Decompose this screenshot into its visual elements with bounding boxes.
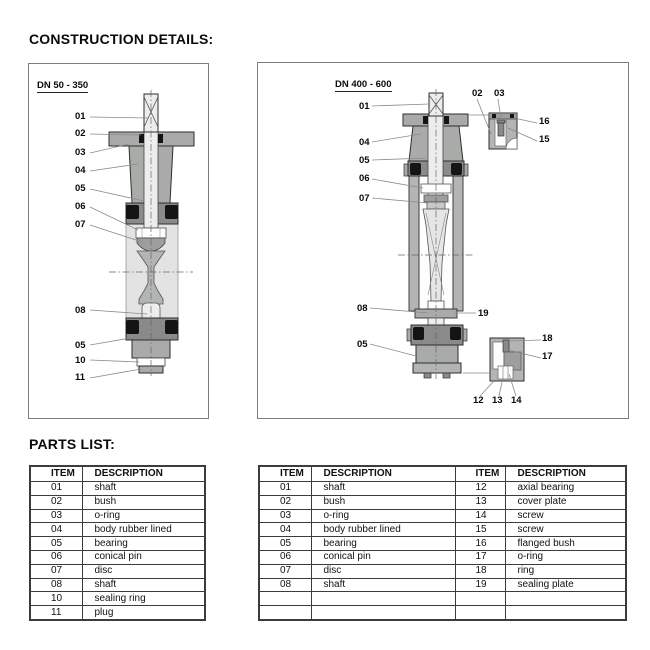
item-cell: 07 bbox=[30, 564, 82, 578]
callout-label-right-16: 16 bbox=[539, 116, 550, 127]
description-cell bbox=[505, 592, 626, 606]
column-header-item: ITEM bbox=[259, 466, 311, 482]
table-row bbox=[30, 550, 205, 564]
description-cell: body rubber lined bbox=[311, 523, 455, 537]
callout-label-right-06: 06 bbox=[359, 173, 370, 184]
callout-label-left-01: 01 bbox=[75, 111, 86, 122]
item-cell: 02 bbox=[30, 495, 82, 509]
callout-label-right-18: 18 bbox=[542, 333, 553, 344]
item-cell: 06 bbox=[259, 550, 311, 564]
callout-label-right-05: 05 bbox=[357, 339, 368, 350]
description-cell: axial bearing bbox=[505, 482, 626, 496]
table-header-row bbox=[30, 466, 205, 482]
table-row bbox=[30, 509, 205, 523]
description-cell: sealing ring bbox=[82, 592, 205, 606]
description-cell: plug bbox=[82, 606, 205, 620]
description-cell: o-ring bbox=[505, 550, 626, 564]
bolt bbox=[443, 373, 450, 378]
description-cell: o-ring bbox=[311, 509, 455, 523]
callout-label-left-08: 08 bbox=[75, 305, 86, 316]
item-cell: 17 bbox=[455, 550, 505, 564]
callout-label-right-03: 03 bbox=[494, 88, 505, 99]
description-cell: disc bbox=[82, 564, 205, 578]
table-header-row bbox=[259, 466, 626, 482]
description-cell: ring bbox=[505, 564, 626, 578]
callout-label-left-10: 10 bbox=[75, 355, 86, 366]
parts-table-dn50-350 bbox=[29, 465, 206, 621]
callout-label-right-07: 07 bbox=[359, 193, 370, 204]
body-wall-right bbox=[453, 176, 463, 311]
description-cell bbox=[311, 606, 455, 620]
item-cell: 03 bbox=[259, 509, 311, 523]
description-cell: screw bbox=[505, 523, 626, 537]
description-cell: screw bbox=[505, 509, 626, 523]
description-cell bbox=[505, 606, 626, 620]
dn-range-label-left: DN 50 - 350 bbox=[37, 80, 89, 91]
description-cell: shaft bbox=[311, 482, 455, 496]
bolt bbox=[424, 373, 431, 378]
column-header-description: DESCRIPTION bbox=[82, 466, 205, 482]
item-cell bbox=[259, 592, 311, 606]
top-shaft-detail-box bbox=[489, 113, 517, 149]
description-cell: bush bbox=[82, 495, 205, 509]
lower-seal-boss bbox=[407, 325, 467, 345]
callout-label-left-04: 04 bbox=[75, 165, 86, 176]
table-row bbox=[259, 495, 626, 509]
parts-list-title: PARTS LIST: bbox=[29, 436, 115, 452]
column-header-item: ITEM bbox=[455, 466, 505, 482]
callout-label-right-05: 05 bbox=[359, 155, 370, 166]
item-cell: 18 bbox=[455, 564, 505, 578]
callout-label-right-01: 01 bbox=[359, 101, 370, 112]
item-cell: 08 bbox=[30, 578, 82, 592]
description-cell: cover plate bbox=[505, 495, 626, 509]
item-cell: 19 bbox=[455, 578, 505, 592]
callout-label-left-03: 03 bbox=[75, 147, 86, 158]
construction-details-title: CONSTRUCTION DETAILS: bbox=[29, 31, 214, 47]
item-cell: 01 bbox=[259, 482, 311, 496]
screw bbox=[498, 123, 504, 136]
bottom-cover-plate bbox=[413, 363, 461, 373]
bottom-shaft-detail-box bbox=[490, 338, 524, 381]
diagram-panel-dn400-600 bbox=[257, 62, 629, 419]
valve-cross-section-dn50-350 bbox=[29, 64, 208, 418]
callout-label-right-13: 13 bbox=[492, 395, 503, 406]
item-cell: 16 bbox=[455, 537, 505, 551]
table-row bbox=[30, 537, 205, 551]
callout-label-right-12: 12 bbox=[473, 395, 484, 406]
description-cell: bearing bbox=[311, 537, 455, 551]
table-row bbox=[30, 495, 205, 509]
item-cell: 14 bbox=[455, 509, 505, 523]
table-row bbox=[30, 578, 205, 592]
item-cell: 05 bbox=[259, 537, 311, 551]
callout-label-left-06: 06 bbox=[75, 201, 86, 212]
bottom-step bbox=[416, 345, 458, 363]
description-cell: sealing plate bbox=[505, 578, 626, 592]
item-cell bbox=[259, 606, 311, 620]
table-row bbox=[30, 523, 205, 537]
item-cell: 10 bbox=[30, 592, 82, 606]
item-cell: 04 bbox=[30, 523, 82, 537]
item-cell bbox=[455, 592, 505, 606]
column-header-item: ITEM bbox=[30, 466, 82, 482]
table-row bbox=[30, 606, 205, 620]
parts-table-dn400-600 bbox=[258, 465, 627, 621]
callout-label-right-19: 19 bbox=[478, 308, 489, 319]
description-cell: disc bbox=[311, 564, 455, 578]
callout-label-right-08: 08 bbox=[357, 303, 368, 314]
description-cell: bush bbox=[311, 495, 455, 509]
item-cell: 04 bbox=[259, 523, 311, 537]
table-row bbox=[259, 523, 626, 537]
valve-cross-section-dn400-600 bbox=[258, 63, 628, 418]
description-cell: shaft bbox=[82, 578, 205, 592]
callout-label-left-02: 02 bbox=[75, 128, 86, 139]
description-cell: bearing bbox=[82, 537, 205, 551]
item-cell: 05 bbox=[30, 537, 82, 551]
dn-range-label-right: DN 400 - 600 bbox=[335, 79, 392, 90]
callout-label-left-05: 05 bbox=[75, 183, 86, 194]
description-cell: conical pin bbox=[311, 550, 455, 564]
o-ring-detail bbox=[158, 134, 163, 143]
callout-label-left-11: 11 bbox=[75, 372, 86, 383]
table-row bbox=[259, 482, 626, 496]
item-cell: 11 bbox=[30, 606, 82, 620]
item-cell: 13 bbox=[455, 495, 505, 509]
body-wall-left bbox=[409, 176, 419, 311]
description-cell: shaft bbox=[82, 482, 205, 496]
item-cell: 12 bbox=[455, 482, 505, 496]
callout-label-right-04: 04 bbox=[359, 137, 370, 148]
item-cell: 06 bbox=[30, 550, 82, 564]
description-cell: flanged bush bbox=[505, 537, 626, 551]
description-cell: body rubber lined bbox=[82, 523, 205, 537]
column-header-description: DESCRIPTION bbox=[505, 466, 626, 482]
lower-seal-boss bbox=[126, 318, 178, 340]
table-row bbox=[30, 564, 205, 578]
callout-label-right-15: 15 bbox=[539, 134, 550, 145]
table-row bbox=[259, 509, 626, 523]
table-row bbox=[259, 606, 626, 620]
item-cell: 01 bbox=[30, 482, 82, 496]
bush-detail bbox=[423, 116, 428, 124]
callout-label-right-14: 14 bbox=[511, 395, 522, 406]
description-cell: conical pin bbox=[82, 550, 205, 564]
screw-head bbox=[497, 120, 505, 123]
table-row bbox=[30, 482, 205, 496]
item-cell: 02 bbox=[259, 495, 311, 509]
description-cell: o-ring bbox=[82, 509, 205, 523]
item-cell bbox=[455, 606, 505, 620]
table-row bbox=[259, 592, 626, 606]
column-header-description: DESCRIPTION bbox=[311, 466, 455, 482]
callout-label-right-02: 02 bbox=[472, 88, 483, 99]
item-cell: 08 bbox=[259, 578, 311, 592]
item-cell: 03 bbox=[30, 509, 82, 523]
table-row bbox=[259, 564, 626, 578]
table-row bbox=[259, 550, 626, 564]
callout-label-left-05: 05 bbox=[75, 340, 86, 351]
table-row bbox=[30, 592, 205, 606]
callout-label-left-07: 07 bbox=[75, 219, 86, 230]
diagram-panel-dn50-350 bbox=[28, 63, 209, 419]
table-row bbox=[259, 578, 626, 592]
table-row bbox=[259, 537, 626, 551]
description-cell bbox=[311, 592, 455, 606]
o-ring-detail bbox=[444, 116, 449, 124]
callout-label-right-17: 17 bbox=[542, 351, 553, 362]
item-cell: 07 bbox=[259, 564, 311, 578]
item-cell: 15 bbox=[455, 523, 505, 537]
description-cell: shaft bbox=[311, 578, 455, 592]
